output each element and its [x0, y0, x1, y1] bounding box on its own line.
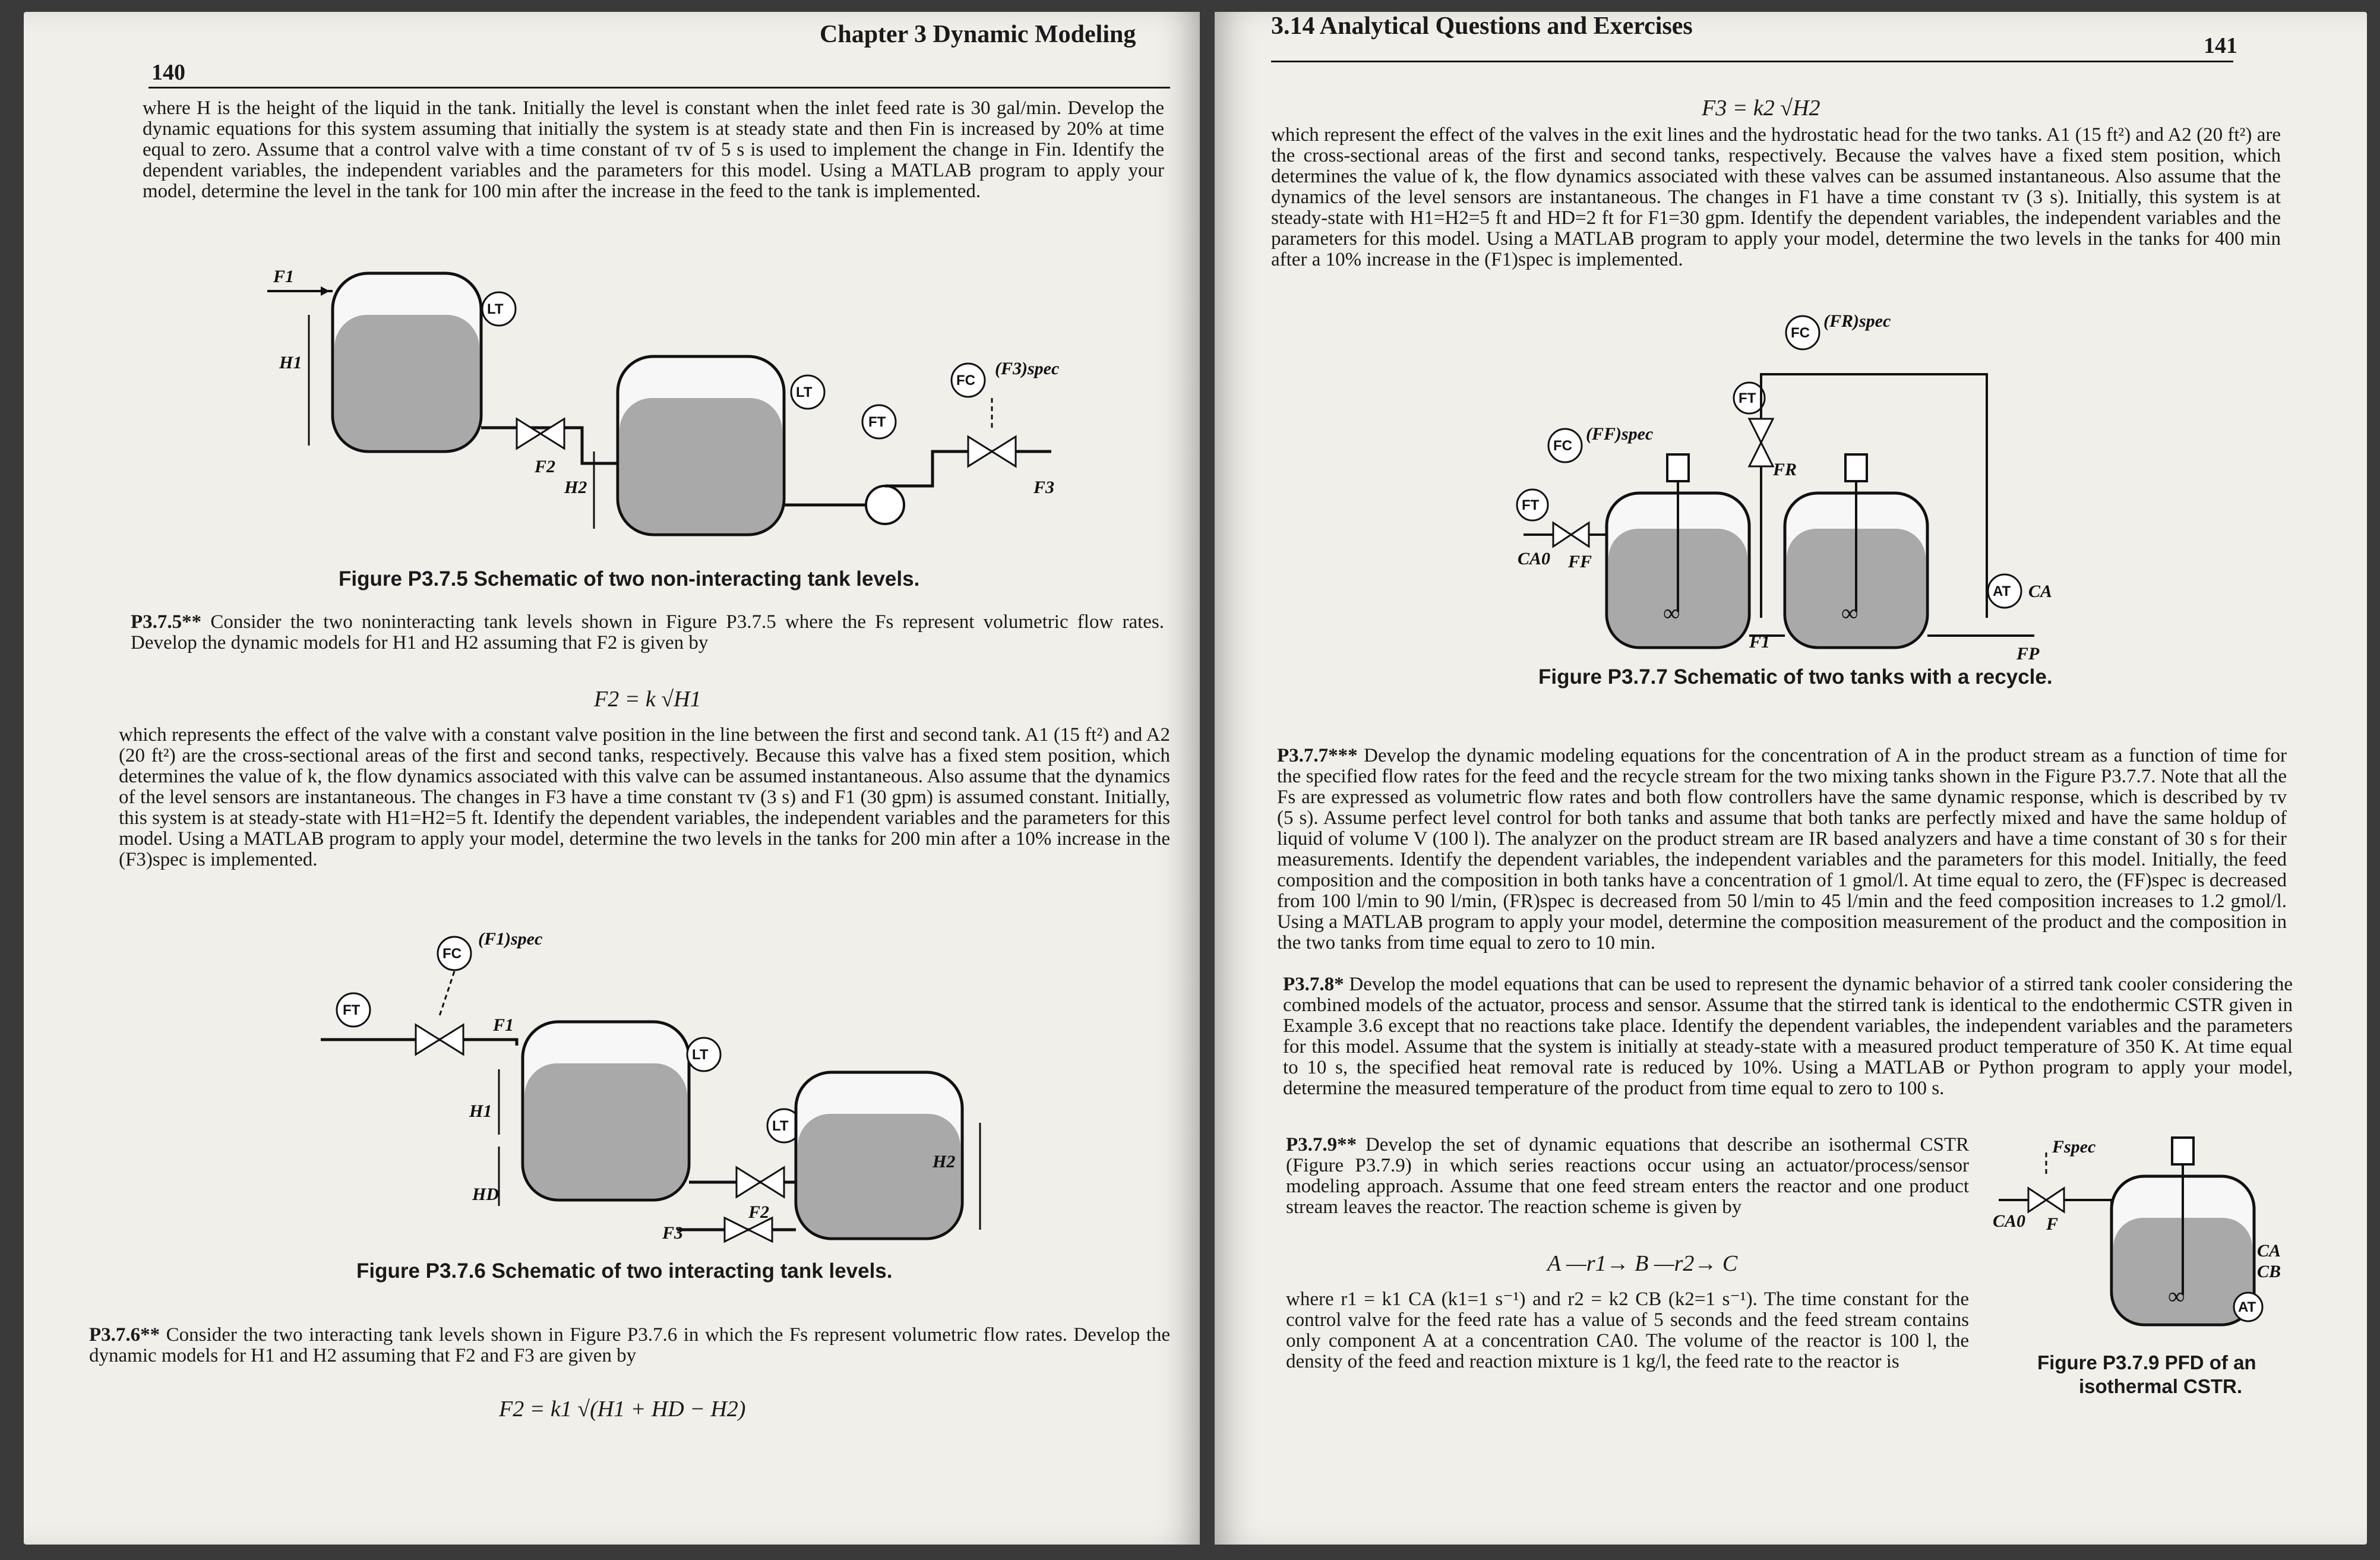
problem-p379	[1286, 1135, 1969, 1218]
valve-cstr-feed	[2028, 1188, 2046, 1212]
figure-p379	[1987, 1117, 2281, 1343]
valve-f3-p376	[725, 1218, 748, 1242]
svg-text:FC: FC	[443, 946, 462, 962]
label-f-p379: F	[2046, 1214, 2059, 1234]
problem-p379-id: P3.7.9**	[1286, 1134, 1357, 1155]
svg-text:∞: ∞	[1841, 599, 1859, 626]
label-fr: FR	[1773, 460, 1797, 479]
svg-text:FT: FT	[1522, 497, 1540, 513]
label-fspec: Fspec	[2052, 1137, 2096, 1157]
label-fp: FP	[2016, 644, 2040, 664]
tank-1-liquid	[334, 315, 479, 450]
label-h2-p376: H2	[933, 1152, 956, 1171]
equation-f2-interacting: F2 = k1 √(H1 + HD − H2)	[499, 1397, 746, 1422]
problem-p375-text: Consider the two noninteracting tank levels shown in Figure P3.7.5 where the Fs represent volumetric flow rates. Develop the dynamic models for H1 and H2 assuming that F2 is given by	[131, 611, 1165, 653]
svg-text:AT: AT	[1993, 583, 2011, 599]
label-ca: CA	[2028, 582, 2053, 601]
problem-p378	[1283, 974, 2293, 1099]
left-page	[24, 12, 1200, 1545]
label-ca-p379: CA	[2257, 1241, 2281, 1261]
problem-p375-continuation: which represents the effect of the valve with a constant valve position in the line between the first and second tank. A1 (15 ft²) and A2 (20 ft²) are the cross-sectional areas of the first and second tanks, respectively. Because this valve has a fixed stem position, which determines the value of k, the flow dynamics associated with this valve can be assumed instantaneous. Also assume that the dynamics of the level sensors are instantaneous. The changes in F3 have a time constant τv (3 s) and F1 (30 gpm) is assumed constant. Initially, this system is at steady-state with H1=H2=5 ft. Identify the dependent variables, the independent variables and the parameters for this model. Using a MATLAB program to apply your model, determine the two levels in the tanks for 200 min after a 10% increase in the (F3)spec is implemented.	[119, 724, 1170, 870]
figure-p375	[178, 250, 1081, 564]
label-cb-p379: CB	[2257, 1262, 2281, 1281]
label-f2-p376: F2	[748, 1202, 770, 1222]
equation-f3: F3 = k2 √H2	[1702, 96, 1820, 121]
label-h1: H1	[279, 353, 302, 372]
label-f3-spec: (F3)spec	[995, 359, 1060, 378]
label-ca0: CA0	[1518, 549, 1551, 569]
caption-p377: Figure P3.7.7 Schematic of two tanks with a recycle.	[1538, 665, 2053, 689]
pump	[866, 486, 904, 524]
svg-text:LT: LT	[487, 301, 504, 317]
page-number-left: 140	[151, 60, 185, 85]
valve-f3	[968, 437, 992, 466]
problem-p379-text: Develop the set of dynamic equations that describe an isothermal CSTR (Figure P3.7.9) in which series reactions occur using an actuator/process/sensor modeling approach. Assume that one feed stream enters the reactor and one product stream leaves the reactor. The reaction scheme is given by	[1286, 1134, 1969, 1218]
svg-text:LT: LT	[796, 384, 813, 400]
svg-text:∞: ∞	[2168, 1283, 2185, 1309]
problem-p377	[1277, 746, 2287, 953]
label-ca0-p379: CA0	[1993, 1211, 2026, 1231]
figure-p377	[1512, 297, 2106, 665]
svg-text:FT: FT	[868, 414, 886, 430]
label-h2: H2	[564, 478, 587, 497]
label-ff-spec: (FF)spec	[1586, 424, 1654, 444]
caption-p379-line2: isothermal CSTR.	[2079, 1375, 2243, 1397]
intro-paragraph: where H is the height of the liquid in the tank. Initially the level is constant when the inlet feed rate is 30 gal/min. Develop the dynamic equations for this system assuming that initially the system is at steady state and then Fin is increased by 20% at time equal to zero. Assume that a control valve with a time constant of τv of 5 s is used to implement the change in Fin. Identify the dependent variables, the independent variables and the parameters for this model. Using a MATLAB program to apply your model, determine the level in the tank for 100 min after the increase in the feed to the tank is implemented.	[143, 97, 1164, 202]
mixer-motor-2	[1845, 454, 1867, 481]
valve-feed	[1553, 523, 1571, 547]
label-h1-p376: H1	[469, 1101, 492, 1121]
page-number-right: 141	[2204, 33, 2237, 58]
header-rule-right	[1271, 61, 2233, 62]
label-f3-p376: F3	[662, 1223, 684, 1243]
svg-text:LT: LT	[772, 1118, 789, 1134]
label-f1-p377: F1	[1749, 632, 1771, 652]
caption-p379-line1: Figure P3.7.9 PFD of an	[2037, 1351, 2256, 1373]
problem-p378-text: Develop the model equations that can be used to represent the dynamic behavior of a stirred tank cooler considering the combined models of the actuator, process and sensor. Assume that the stirred tank is identical to the endothermic CSTR given in Example 3.6 except that no reactions take place. Identify the dependent variables, the independent variables and the parameters for this model. Assume that the system is initially at steady-state with a measured product temperature of 350 K. At time equal to 10 s, the specified heat removal rate is reduced by 10%. Using a MATLAB or Python program to apply your model, determine the measured temperature of the product from time equal to zero to 100 s.	[1283, 974, 2293, 1099]
label-f1-p376: F1	[493, 1015, 514, 1035]
reaction-scheme: A —r1→ B —r2→ C	[1547, 1251, 1738, 1276]
svg-text:LT: LT	[692, 1047, 709, 1063]
svg-text:∞: ∞	[1663, 599, 1680, 626]
figure-p376	[321, 921, 992, 1253]
problem-p375	[131, 612, 1164, 653]
svg-text:FT: FT	[343, 1002, 361, 1018]
label-f2: F2	[535, 457, 556, 476]
valve-f2-p376	[737, 1167, 760, 1197]
label-hd: HD	[472, 1185, 499, 1204]
valve-f2	[517, 419, 541, 449]
valve-f1	[416, 1025, 440, 1054]
svg-text:FC: FC	[956, 372, 975, 389]
equation-f2: F2 = k √H1	[594, 687, 701, 712]
chapter-header: Chapter 3 Dynamic Modeling	[820, 21, 1136, 48]
svg-text:FC: FC	[1553, 438, 1572, 454]
label-fr-spec: (FR)spec	[1823, 311, 1891, 331]
problem-p376-id: P3.7.6**	[89, 1324, 160, 1346]
label-f3: F3	[1033, 478, 1055, 497]
header-rule	[148, 87, 1170, 89]
problem-p377-text: Develop the dynamic modeling equations for the concentration of A in the product stream as a function of time for the specified flow rates for the feed and the recycle stream for the two mixing tanks shown in the Figure P3.7.7. Note that all the Fs are expressed as volumetric flow rates and both flow controllers have the same dynamic response, which is described by τv (5 s). Assume perfect level control for both tanks and assume that both tanks are perfectly mixed and have the same holdup of liquid of volume V (100 l). The analyzer on the product stream are IR based analyzers and have a time constant of 30 s for their measurements. Identify the dependent variables, the independent variables and the parameters for this model. Initially, the feed composition and the composition in both tanks have a concentration of 1 gmol/l. At time equal to zero, the (FF)spec is decreased from 100 l/min to 90 l/min, (FR)spec is decreased from 50 l/min to 45 l/min and the feed composition increases to 1.2 gmol/l. Using a MATLAB program to apply your model, determine the composition measurement of the product and the composition in the two tanks from time equal to zero to 10 min.	[1277, 745, 2287, 953]
svg-text:FC: FC	[1791, 325, 1810, 341]
section-header: 3.14 Analytical Questions and Exercises	[1271, 12, 1693, 40]
label-f1-spec: (F1)spec	[478, 929, 543, 949]
problem-p376	[89, 1325, 1170, 1366]
label-f1: F1	[273, 267, 295, 286]
cstr-mixer-motor	[2172, 1138, 2193, 1164]
valve-recycle	[1749, 419, 1773, 443]
svg-text:FT: FT	[1739, 390, 1756, 406]
right-page	[1215, 12, 2367, 1545]
caption-p376: Figure P3.7.6 Schematic of two interacting tank levels.	[356, 1259, 893, 1283]
problem-p379-continuation: where r1 = k1 CA (k1=1 s⁻¹) and r2 = k2 CB (k2=1 s⁻¹). The time constant for the control valve for the feed rate has a value of 5 seconds and the feed stream contains only component A at a concentration CA0. The volume of the reactor is 100 l, the density of the feed and reaction mixture is 1 kg/l, the feed rate to the reactor is	[1286, 1289, 1969, 1372]
problem-p375-id: P3.7.5**	[131, 611, 202, 633]
caption-p375: Figure P3.7.5 Schematic of two non-interacting tank levels.	[339, 567, 920, 590]
tank-2-liquid	[620, 398, 782, 533]
mixer-motor-1	[1667, 454, 1689, 481]
svg-text:AT: AT	[2238, 1299, 2256, 1315]
label-ff: FF	[1568, 552, 1592, 571]
problem-p377-id: P3.7.7***	[1277, 745, 1358, 766]
problem-p376-text: Consider the two interacting tank levels shown in Figure P3.7.6 in which the Fs represent volumetric flow rates. Develop the dynamic models for H1 and H2 assuming that F2 and F3 are given by	[89, 1324, 1171, 1366]
top-paragraph: which represent the effect of the valves in the exit lines and the hydrostatic head for the two tanks. A1 (15 ft²) and A2 (20 ft²) are the cross-sectional areas of the first and second tanks, respectively. Because the valves have a fixed stem position, which determines the value of k, the flow dynamics associated with these valves can be assumed instantaneous. Also assume that the dynamics of the level sensors are instantaneous. The changes in F1 have a time constant τv (3 s). Initially, this system is at steady-state with H1=H2=5 ft and HD=2 ft for F1=30 gpm. Identify the dependent variables, the independent variables and the parameters for this model. Using a MATLAB program to apply your model, determine the two levels in the tanks for 400 min after a 10% increase in the (F1)spec is implemented.	[1271, 124, 2281, 270]
problem-p378-id: P3.7.8*	[1283, 974, 1344, 995]
